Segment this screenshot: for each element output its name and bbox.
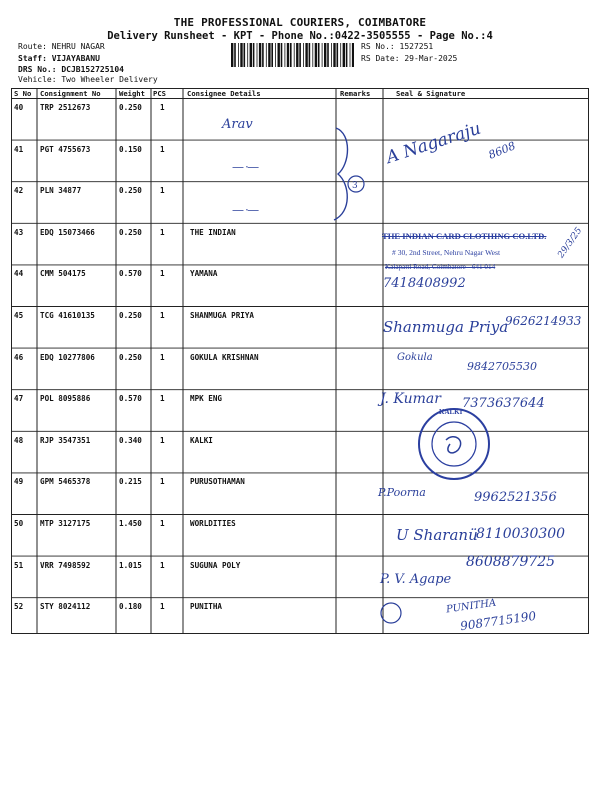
stamp-date: 29/3/25 [556, 225, 585, 261]
row-consignee: SUGUNA POLY [190, 560, 241, 570]
row-sno: 49 [14, 477, 24, 487]
row-weight: 0.570 [119, 394, 142, 404]
row-consignee: PURUSOTHAMAN [190, 477, 245, 487]
barcode-bar [250, 43, 252, 67]
row-sno: 42 [14, 186, 24, 196]
phone-40: 8608 [486, 139, 518, 162]
barcode-bar [303, 43, 304, 67]
company-stamp-address1: # 30, 2nd Street, Nehru Nagar West [392, 248, 501, 257]
barcode-bar [352, 43, 354, 67]
barcode-bar [259, 43, 261, 67]
row-weight: 0.250 [119, 352, 142, 362]
row-consignee: THE INDIAN [190, 227, 236, 237]
row-sno: 41 [14, 144, 24, 154]
phone-46: 9842705530 [467, 360, 537, 373]
staff-label: Staff: VIJAYABANU [18, 54, 100, 63]
barcode-bar [231, 43, 233, 67]
barcode-bar [327, 43, 329, 67]
row-consignment-no: VRR 7498592 [40, 560, 91, 570]
row-consignee: PUNITHA [190, 602, 223, 612]
row-consignee: MPK ENG [190, 394, 223, 404]
row-weight: 0.250 [119, 311, 142, 320]
svg-text:3: 3 [352, 181, 358, 191]
col-header-consignee: Consignee Details [187, 89, 261, 98]
row-consignment-no: RJP 3547351 [40, 435, 91, 445]
signature-50: U Sharanü [396, 526, 478, 544]
row-consignment-no: EDQ 10277806 [40, 352, 95, 362]
company-stamp-address2: Kalapatti Road, Coimbatore - 641 014 [385, 263, 496, 271]
signature-51: P. V. Agape [380, 572, 452, 587]
row-pcs: 1 [160, 311, 165, 320]
brace-mark [322, 124, 382, 224]
barcode-bar [253, 43, 255, 67]
barcode-bar [296, 43, 298, 67]
phone-52: 9087715190 [459, 608, 537, 634]
signature-52: PUNITHA [445, 597, 497, 616]
barcode-bar [324, 43, 326, 67]
phone-51: 8608879725 [466, 554, 556, 570]
row-consignment-no: PLN 34877 [40, 186, 82, 196]
handwritten-consignee-40: Arav [222, 117, 253, 132]
row-consignee: WORLDITIES [190, 519, 236, 528]
rs-date: RS Date: 29-Mar-2025 [361, 54, 458, 63]
barcode-bar [309, 43, 311, 67]
barcode-bar [287, 43, 289, 67]
barcode-bar [285, 43, 286, 67]
row-pcs: 1 [160, 435, 165, 445]
row-pcs: 1 [160, 186, 165, 196]
row-consignment-no: STY 8024112 [40, 602, 91, 612]
barcode-bar [340, 43, 341, 67]
col-header-pcs: PCS [153, 89, 166, 98]
row-weight: 1.015 [119, 560, 142, 570]
row-sno: 46 [14, 352, 24, 362]
phone-49: 9962521356 [474, 490, 557, 505]
row-sno: 48 [14, 435, 24, 445]
barcode-bar [343, 43, 345, 67]
row-weight: 0.340 [119, 435, 142, 445]
barcode-bar [262, 43, 264, 67]
barcode-bar [322, 43, 323, 67]
row-weight: 0.250 [119, 227, 142, 237]
kalki-round-stamp [414, 404, 494, 484]
row-pcs: 1 [160, 477, 165, 487]
row-sno: 47 [14, 394, 24, 404]
signature-52-mark [377, 598, 407, 628]
drs-number: DRS No.: DCJB152725104 [18, 65, 124, 74]
barcode-bar [238, 43, 239, 67]
row-consignment-no: MTP 3127175 [40, 519, 91, 528]
row-pcs: 1 [160, 269, 165, 279]
barcode-bar [315, 43, 317, 67]
col-header-weight: Weight [119, 89, 145, 98]
barcode-bar [281, 43, 283, 67]
company-title: THE PROFESSIONAL COURIERS, COIMBATORE [173, 16, 427, 29]
phone-45: 9626214933 [505, 314, 582, 328]
barcode-bar [268, 43, 270, 67]
row-sno: 50 [14, 519, 24, 528]
row-weight: 0.215 [119, 477, 142, 487]
signature-45: Shanmuga Priya [383, 318, 509, 336]
row-consignee: KALKI [190, 435, 213, 445]
row-consignment-no: TCG 41610135 [40, 311, 95, 320]
row-consignee: SHANMUGA PRIYA [190, 311, 255, 320]
col-header-seal: Seal & Signature [396, 89, 466, 98]
barcode-bar [350, 43, 351, 67]
row-pcs: 1 [160, 519, 165, 528]
route-label: Route: NEHRU NAGAR [18, 42, 105, 51]
vehicle-label: Vehicle: Two Wheeler Delivery [18, 75, 158, 84]
barcode-bar [299, 43, 301, 67]
barcode-bar [305, 43, 307, 67]
barcode-bar [240, 43, 242, 67]
row-weight: 0.250 [119, 103, 142, 112]
barcode-bar [275, 43, 276, 67]
row-consignment-no: GPM 5465378 [40, 477, 91, 487]
row-pcs: 1 [160, 394, 165, 404]
phone-47: 7373637644 [462, 396, 545, 411]
barcode-bar [290, 43, 292, 67]
barcode-bar [271, 43, 273, 67]
barcode-bar [318, 43, 320, 67]
col-header-remarks: Remarks [340, 89, 371, 98]
barcode-bar [337, 43, 339, 67]
company-stamp-name: THE INDIAN CARD CLOTHING CO.LTD. [382, 231, 547, 241]
phone-50: 8110030300 [476, 526, 566, 542]
row-sno: 52 [14, 602, 24, 612]
row-consignee: GOKULA KRISHNAN [190, 352, 259, 362]
col-header-consignment: Consignment No [40, 89, 101, 98]
runsheet-subtitle: Delivery Runsheet - KPT - Phone No.:0422-3505555 - Page No.:4 [107, 30, 493, 42]
row-consignment-no: POL 8095886 [40, 394, 91, 404]
signature-47: J. Kumar [380, 391, 441, 407]
rs-number: RS No.: 1527251 [361, 42, 434, 51]
barcode-bar [333, 43, 335, 67]
row-sno: 51 [14, 560, 24, 570]
row-consignment-no: EDQ 15073466 [40, 227, 95, 237]
barcode-bar [244, 43, 246, 67]
row-pcs: 1 [160, 227, 165, 237]
row-consignment-no: TRP 2512673 [40, 103, 91, 112]
ditto-mark-41: —ᐧ— [232, 160, 260, 174]
row-consignee: YAMANA [190, 269, 218, 279]
row-pcs: 1 [160, 352, 165, 362]
barcode-bar [257, 43, 258, 67]
barcode-bar [247, 43, 248, 67]
row-sno: 43 [14, 227, 24, 237]
barcode-bar [234, 43, 236, 67]
row-pcs: 1 [160, 103, 165, 112]
col-header-sno: S No [14, 89, 32, 98]
row-sno: 44 [14, 269, 24, 279]
signature-49: P.Poorna [378, 486, 426, 499]
row-pcs: 1 [160, 560, 165, 570]
barcode [231, 43, 354, 67]
barcode-bar [278, 43, 280, 67]
row-pcs: 1 [160, 144, 165, 154]
signature-46: Gokula [397, 352, 433, 363]
row-weight: 0.570 [119, 269, 142, 279]
row-weight: 0.180 [119, 602, 142, 612]
row-weight: 0.250 [119, 186, 142, 196]
row-weight: 1.450 [119, 519, 142, 528]
row-sno: 45 [14, 311, 24, 320]
row-consignment-no: PGT 4755673 [40, 144, 91, 154]
ditto-mark-42: —ᐧ— [232, 203, 260, 217]
signature-40: A Nagaraju [383, 118, 484, 168]
barcode-bar [266, 43, 267, 67]
barcode-bar [331, 43, 332, 67]
phone-44: 7418408992 [383, 276, 466, 291]
kalki-stamp-text: KALKI [439, 408, 463, 416]
row-sno: 40 [14, 103, 24, 112]
barcode-bar [294, 43, 295, 67]
row-consignment-no: CMM 504175 [40, 269, 86, 279]
barcode-bar [312, 43, 313, 67]
row-weight: 0.150 [119, 144, 142, 154]
row-pcs: 1 [160, 602, 165, 612]
barcode-bar [346, 43, 348, 67]
